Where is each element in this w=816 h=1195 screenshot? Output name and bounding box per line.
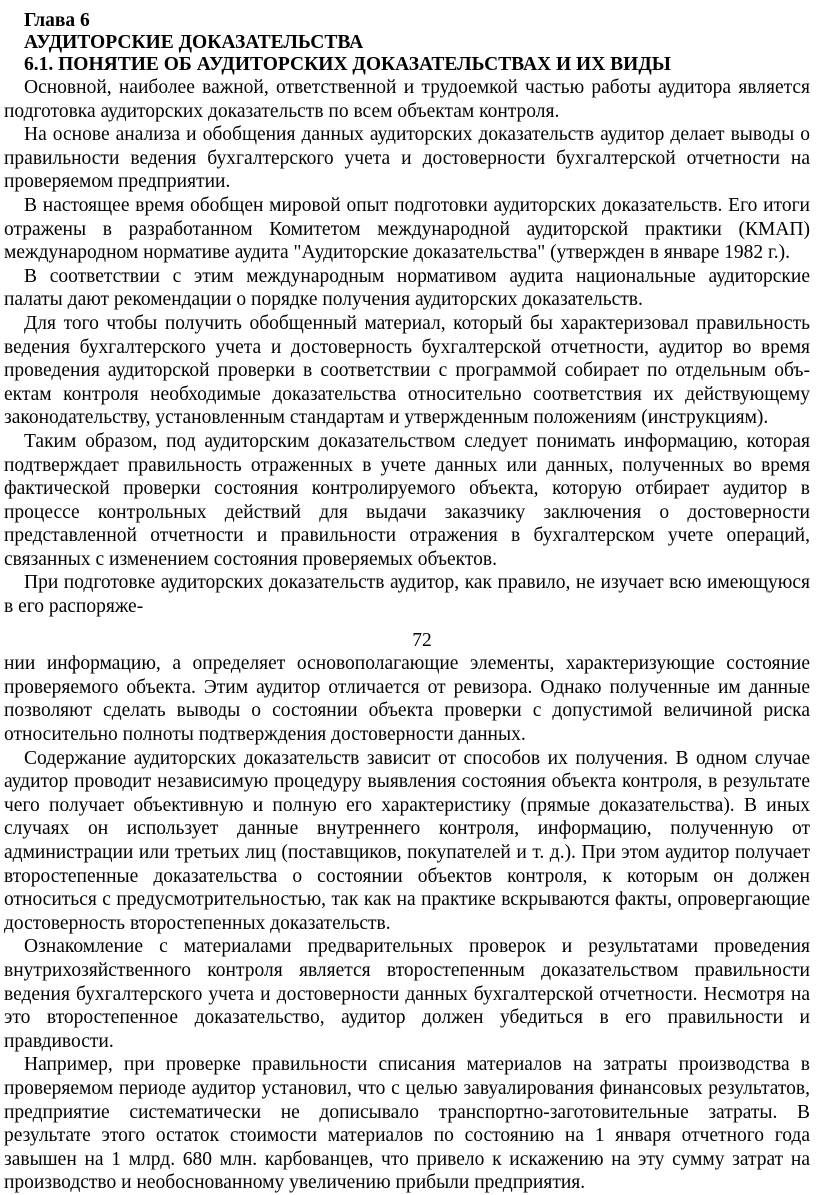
paragraph: Для того чтобы получить обобщенный материал, который бы характеризовал правильность ведения бухгалтерского учета и достоверность бухгалтерской отчетности, аудитор во время проведения аудиторской проверки в соответствии с программой собирает по отдельным объ-ектам контроля необходимые доказательства относительно соответствия их действующему законодательству, установленным стандартам и утвержденным положениям (инструкциям). [4,312,810,429]
chapter-title: АУДИТОРСКИЕ ДОКАЗАТЕЛЬСТВА [24,32,364,53]
chapter-number: Глава 6 [24,10,90,31]
paragraph: При подготовке аудиторских доказательств аудитор, как правило, не изучает всю имеющуюся в его распоряже- [4,572,810,618]
paragraph: Таким образом, под аудиторским доказательством следует понимать информацию, которая подтверждает правильность отраженных в учете данных или данных, полученных во время фактической проверки состояния контролируемого объекта, которую отбирает аудитор в процессе контрольных действий для выдачи заказчику заключения о достоверности представленной отчетности и правильности отражения в бухгалтерском учете операций, связанных с изменением состояния проверяемых объектов. [4,430,810,570]
paragraph: Ознакомление с материалами предварительных проверок и результатами проведения внутрихозяйственного контроля является второстепенным доказательством правильности ведения бухгалтерского учета и достоверности данных бухгалтерской отчетности. Несмотря на это второстепенное доказательство, аудитор должен убедиться в его правильности и правдивости. [4,936,810,1052]
paragraph: На основе анализа и обобщения данных аудиторских доказательств аудитор делает выводы о правильности ведения бухгалтерского учета и достоверности бухгалтерской отчетности на проверяемом предприятии. [4,124,810,193]
section-title: 6.1. ПОНЯТИЕ ОБ АУДИТОРСКИХ ДОКАЗАТЕЛЬСТВАХ И ИХ ВИДЫ [24,54,671,75]
page-number: 72 [412,629,432,651]
paragraph: Основной, наиболее важной, ответственной и трудоемкой частью работы аудитора является подготовка аудиторских доказательств по всем объектам контроля. [4,77,810,122]
paragraph: Например, при проверке правильности списания материалов на затраты производства в проверяемом периоде аудитор установил, что с целью завуалирования финансовых результатов, предприятие систематически не дописывало транспортно-заготовительные затраты. В результате этого остаток стоимости материалов по состоянию на 1 января отчетного года завышен на 1 млрд. 680 млн. карбованцев, что привело к искажению на эту сумму затрат на производство и необоснованному увеличению прибыли предприятия. [4,1054,810,1194]
paragraph-continuation: нии информацию, а определяет основополагающие элементы, характеризующие состояние проверяемого объекта. Этим аудитор отличается от ревизора. Однако полученные им данные позволяют сделать выводы о состоянии объекта проверки с допустимой величиной риска относительно полноты подтверждения достоверности данных. [4,653,810,746]
paragraph: В настоящее время обобщен мировой опыт подготовки аудиторских доказательств. Его итоги отражены в разработанном Комитетом международной аудиторской практики (КМАП) международном нормативе аудита "Аудиторские доказательства" (утвержден в январе 1982 г.). [4,194,810,264]
paragraph: В соответствии с этим международным нормативом аудита национальные аудиторские палаты дают рекомендации о порядке получения аудиторских доказательств. [4,265,810,311]
paragraph: Содержание аудиторских доказательств зависит от способов их получения. В одном случае аудитор проводит независимую процедуру выявления состояния объекта контроля, в результате чего получает объективную и полную его характеристику (прямые доказательства). В иных случаях он использует данные внутреннего контроля, информацию, полученную от администрации или третьих лиц (поставщиков, покупателей и т. д.). При этом аудитор получает второстепенные доказательства о состоянии объектов контроля, к которым он должен относиться с предусмотрительностью, так как на практике вскрываются факты, опровергающие достоверность второстепенных доказательств. [4,747,810,934]
